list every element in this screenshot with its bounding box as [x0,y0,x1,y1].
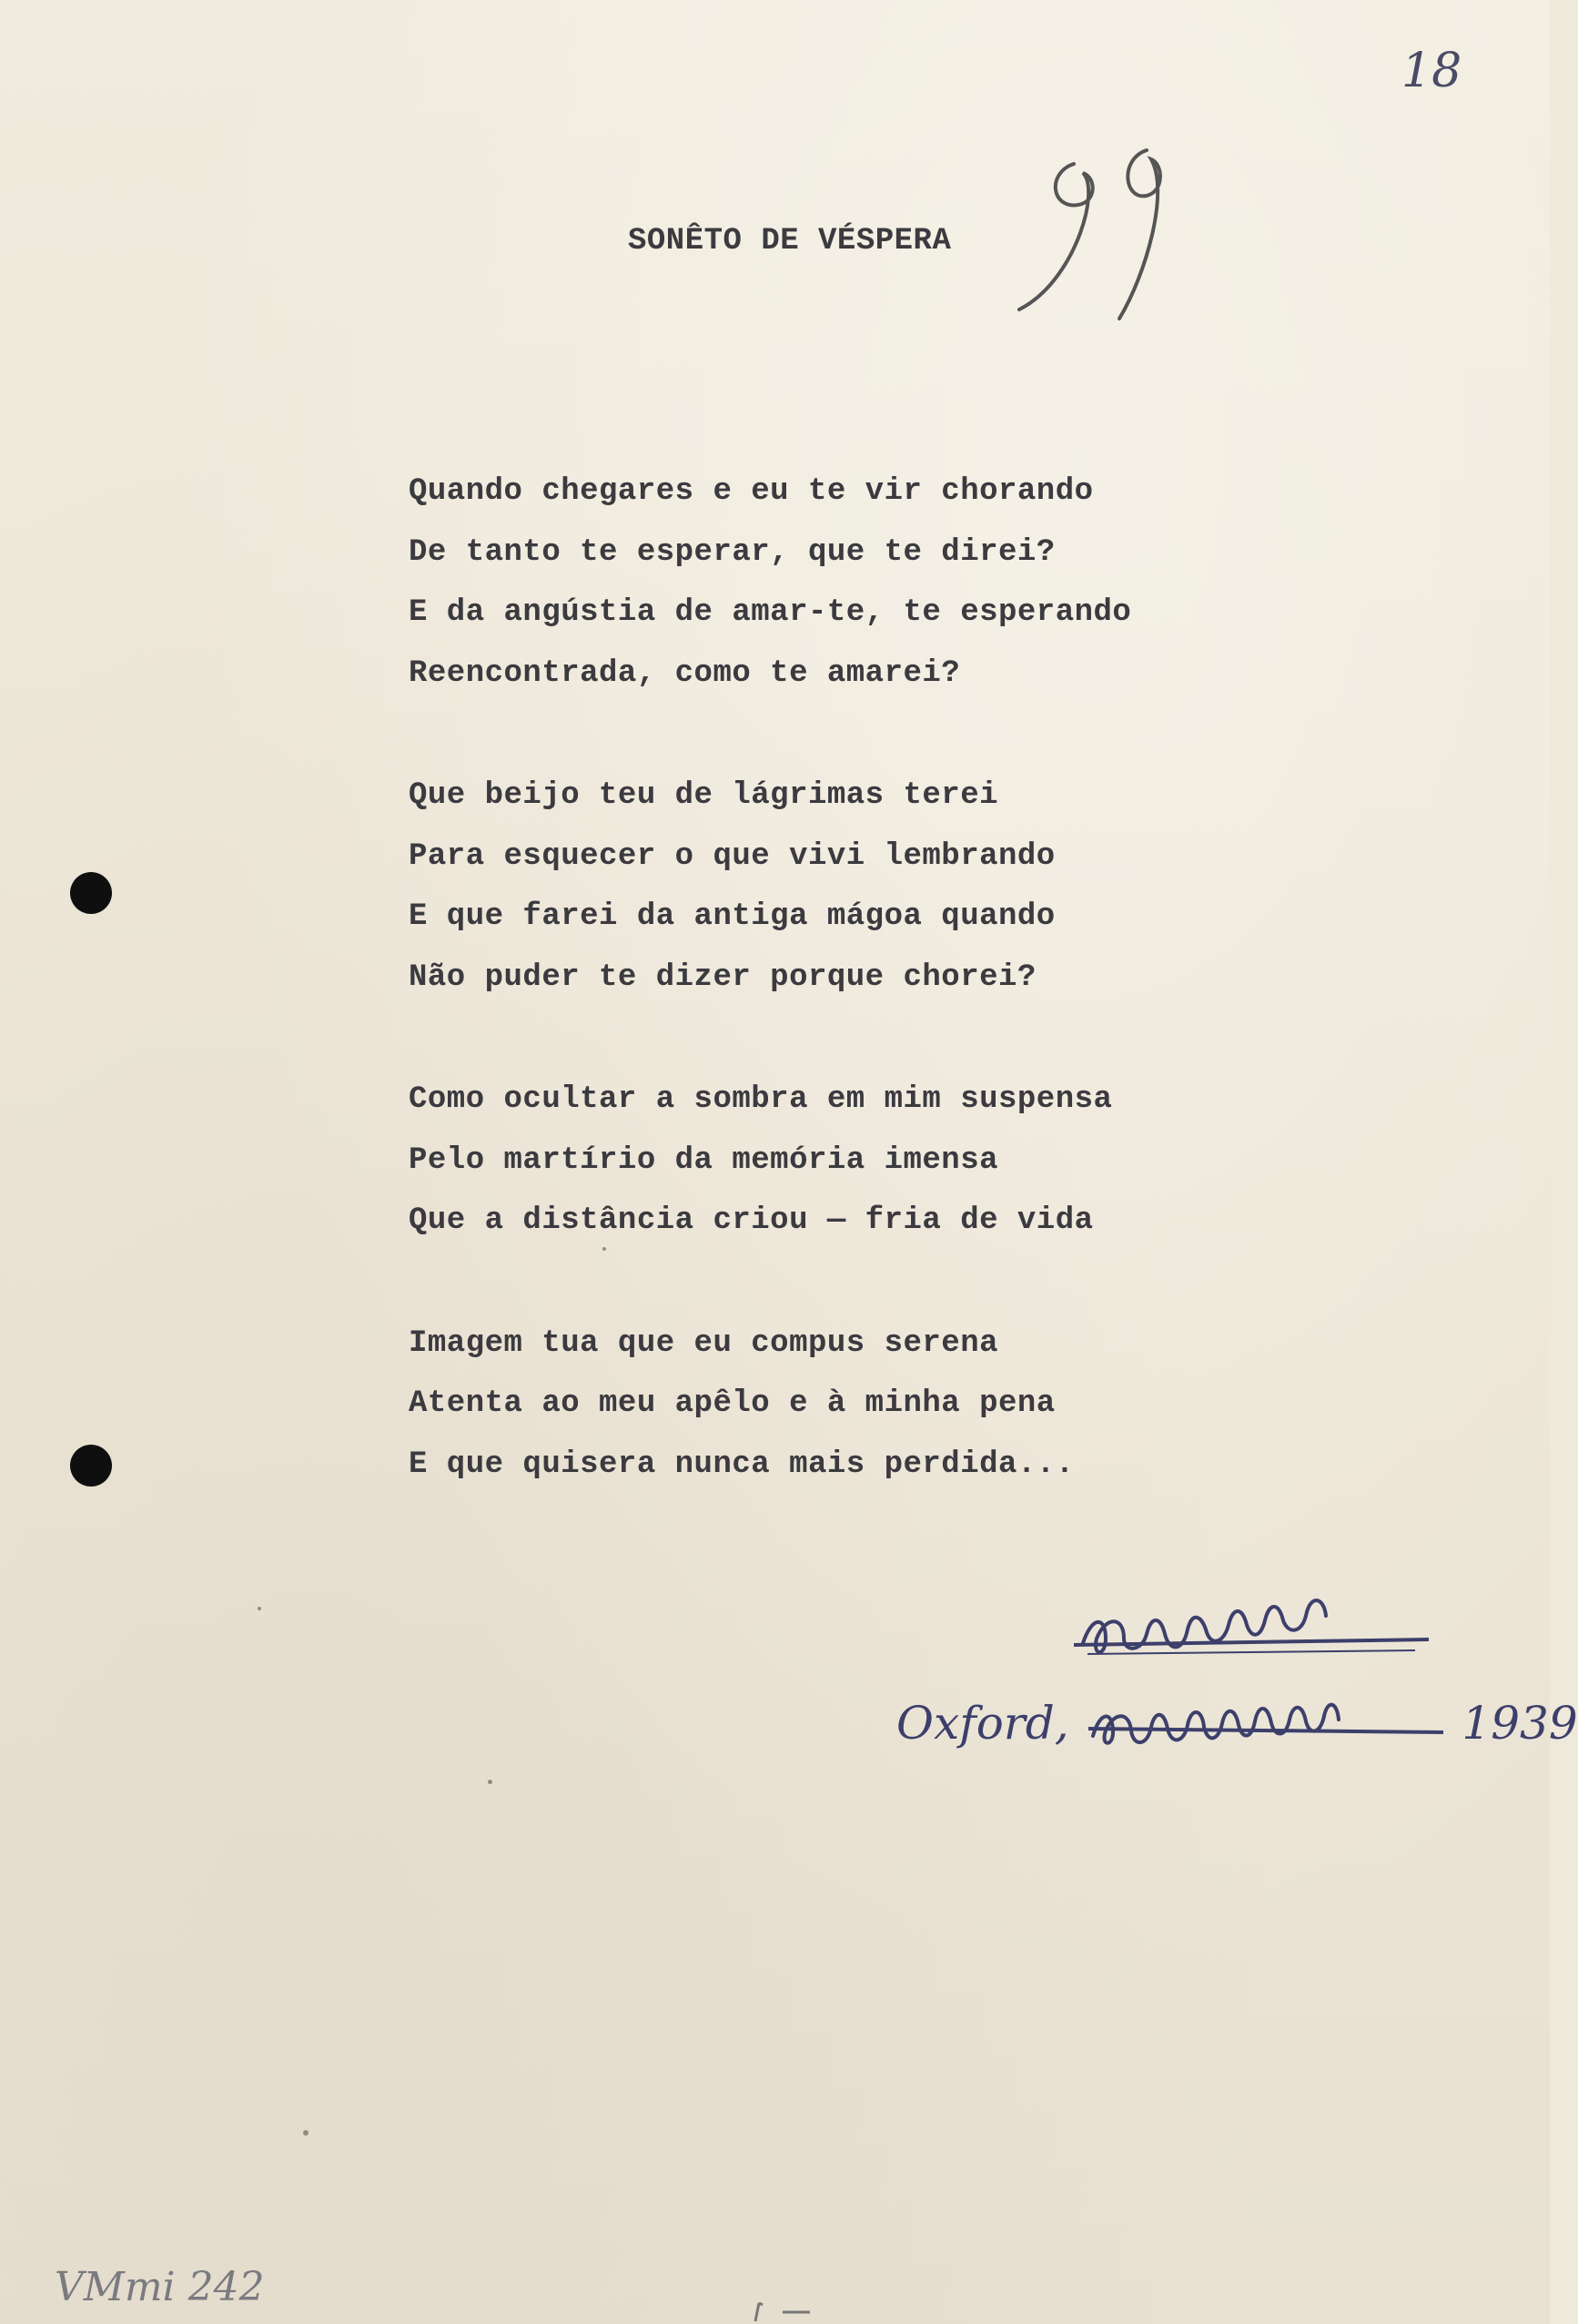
archive-reference-mark [50,2250,287,2314]
handwritten-place-date [896,1697,1578,1754]
poem-line: Como ocultar a sombra em mim suspensa [409,1082,1113,1117]
archive-reference: VMmi 242 [55,2264,265,2310]
punch-hole [70,1445,112,1487]
poem-line: Para esquecer o que vivi lembrando [409,838,1056,874]
stanza-1 [409,462,1131,704]
poem-title: SONÊTO DE VÉSPERA [628,224,952,259]
poem-line: Reencontrada, como te amarei? [409,655,961,691]
poem-line: E da angústia de amar-te, te esperando [409,595,1132,630]
paper-speck [602,1247,606,1251]
struck-out-word [1084,1700,1448,1754]
stanza-4 [409,1314,1131,1496]
poem-line: E que farei da antiga mágoa quando [409,899,1056,934]
stanza-2 [409,766,1131,1008]
struck-out-signature [1069,1598,1433,1680]
poem-line: Imagem tua que eu compus serena [409,1325,999,1361]
punch-hole [70,872,112,914]
page-number: 18 [1401,44,1462,98]
poem-line: Que beijo teu de lágrimas terei [409,778,999,813]
poem-line: Não puder te dizer porque chorei? [409,959,1037,995]
place-text: Oxford, [896,1697,1069,1750]
paper-speck [488,1780,492,1784]
poem-body [409,462,1131,1557]
poem-line: Que a distância criou — fria de vida [409,1203,1094,1238]
poem-line: De tanto te esperar, que te direi? [409,534,1056,570]
poem-line: E que quisera nunca mais perdida... [409,1446,1075,1482]
pencil-mark [746,2294,855,2324]
poem-line: Atenta ao meu apêlo e à minha pena [409,1386,1056,1421]
poem-line: Pelo martírio da memória imensa [409,1142,999,1178]
year-text: 1939 [1462,1697,1578,1750]
stanza-3 [409,1070,1131,1252]
paper-speck [303,2130,309,2136]
paper-speck [258,1607,261,1610]
poem-line: Quando chegares e eu te vir chorando [409,474,1094,509]
handwritten-folio-mark [1010,137,1192,337]
